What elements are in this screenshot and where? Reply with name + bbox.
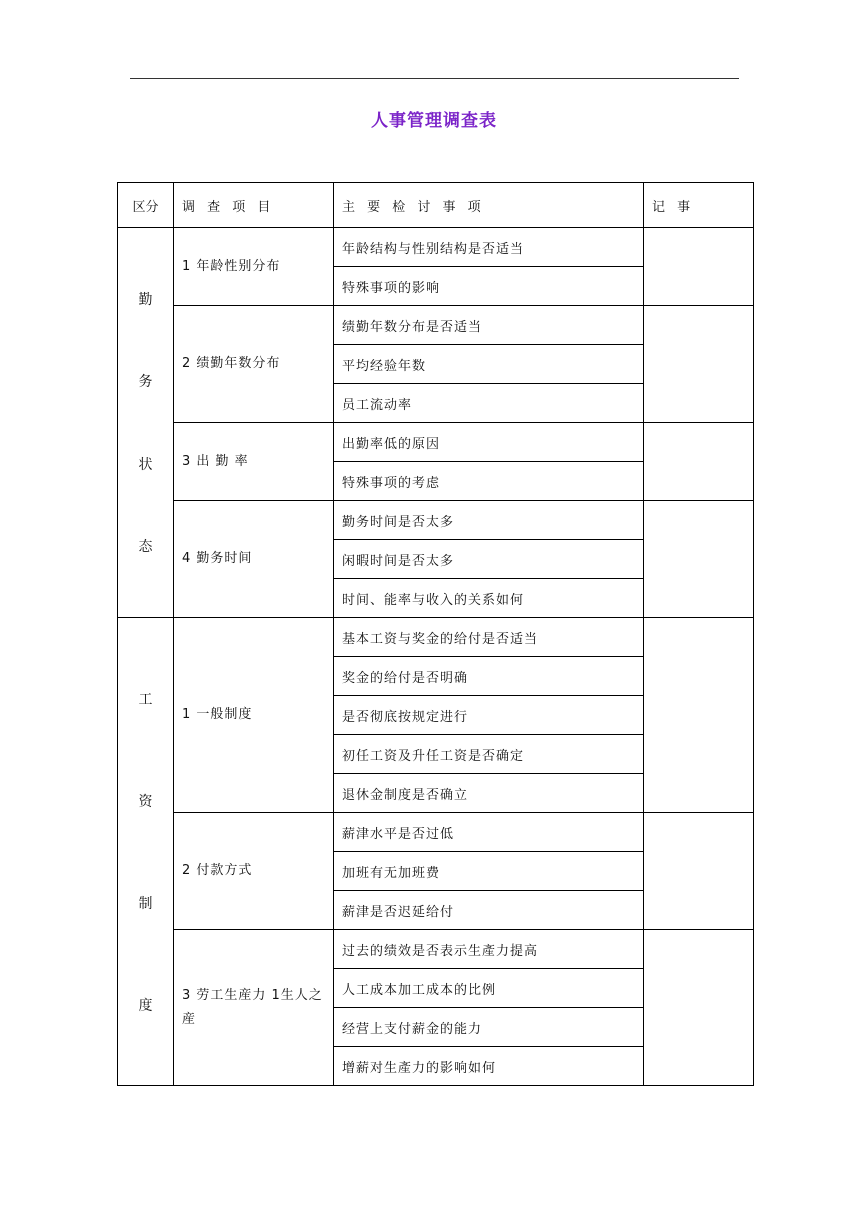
- check-item-label: 经营上支付薪金的能力: [342, 1021, 483, 1037]
- check-item-cell: [334, 540, 644, 579]
- check-item-cell: [334, 462, 644, 501]
- check-item-label: 年龄结构与性别结构是否适当: [342, 241, 525, 257]
- top-rule: [130, 78, 739, 79]
- note-cell[interactable]: [644, 306, 754, 423]
- category-label: [118, 258, 173, 588]
- check-item-cell: [334, 774, 644, 813]
- table-row: [118, 228, 754, 267]
- survey-item-cell: [174, 306, 334, 423]
- survey-item-cell: [174, 618, 334, 813]
- header-item: [174, 183, 334, 228]
- check-item-cell: [334, 930, 644, 969]
- check-item-label: 薪津水平是否过低: [342, 826, 455, 842]
- survey-item-label: 4 勤务时间: [182, 551, 253, 566]
- check-item-label: 是否彻底按规定进行: [342, 709, 469, 725]
- check-item-cell: [334, 267, 644, 306]
- check-item-label: 过去的绩效是否表示生產力提高: [342, 943, 539, 959]
- category-char: 工: [138, 691, 153, 708]
- survey-item-cell: [174, 423, 334, 501]
- category-char: 度: [138, 997, 153, 1014]
- check-item-label: 初任工资及升任工资是否确定: [342, 748, 525, 764]
- check-item-label: 平均经验年数: [342, 358, 427, 374]
- header-check-label: 主 要 检 讨 事 项: [342, 199, 485, 215]
- check-item-label: 薪津是否迟延给付: [342, 904, 455, 920]
- table-row: [118, 930, 754, 969]
- note-cell[interactable]: [644, 228, 754, 306]
- check-item-cell: [334, 696, 644, 735]
- table-row: [118, 618, 754, 657]
- check-item-label: 特殊事项的考虑: [342, 475, 441, 491]
- table-row: [118, 423, 754, 462]
- check-item-label: 员工流动率: [342, 397, 413, 413]
- check-item-cell: [334, 969, 644, 1008]
- survey-item-cell: [174, 813, 334, 930]
- header-note-label: 记 事: [652, 199, 695, 215]
- category-char: 资: [138, 793, 153, 810]
- check-item-label: 绩勤年数分布是否适当: [342, 319, 483, 335]
- note-cell[interactable]: [644, 501, 754, 618]
- check-item-cell: [334, 579, 644, 618]
- survey-item-label: 1 年龄性别分布: [182, 258, 281, 274]
- header-check: [334, 183, 644, 228]
- check-item-cell: [334, 852, 644, 891]
- check-item-cell: [334, 735, 644, 774]
- check-item-label: 加班有无加班费: [342, 865, 441, 881]
- category-char: 务: [138, 374, 153, 391]
- header-category-label: 区分: [132, 199, 159, 215]
- survey-item-cell: [174, 501, 334, 618]
- survey-item-label: 2 绩勤年数分布: [182, 356, 281, 371]
- survey-table: [117, 182, 754, 1086]
- note-cell[interactable]: [644, 813, 754, 930]
- survey-item-label: 3 出 勤 率: [182, 453, 249, 469]
- table-row: [118, 306, 754, 345]
- check-item-cell: [334, 813, 644, 852]
- check-item-label: 时间、能率与收入的关系如何: [342, 592, 525, 608]
- header-category: [118, 183, 174, 228]
- category-char: 勤: [138, 291, 153, 308]
- survey-item-label: 1 一般制度: [182, 707, 253, 722]
- page-title: 人事管理调查表: [371, 111, 497, 131]
- check-item-cell: [334, 891, 644, 930]
- survey-item-cell: [174, 930, 334, 1086]
- check-item-label: 出勤率低的原因: [342, 436, 441, 452]
- header-note: [644, 183, 754, 228]
- check-item-cell: [334, 345, 644, 384]
- check-item-label: 特殊事项的影响: [342, 280, 441, 296]
- check-item-cell: [334, 1047, 644, 1086]
- check-item-label: 奖金的给付是否明确: [342, 670, 469, 686]
- check-item-cell: [334, 501, 644, 540]
- check-item-label: 闲暇时间是否太多: [342, 553, 455, 569]
- category-char: 状: [138, 456, 153, 473]
- check-item-label: 人工成本加工成本的比例: [342, 982, 497, 998]
- survey-item-label: 3 劳工生産力 1生人之産: [182, 987, 323, 1027]
- note-cell[interactable]: [644, 930, 754, 1086]
- survey-item-label: 2 付款方式: [182, 863, 253, 878]
- check-item-cell: [334, 657, 644, 696]
- check-item-label: 退休金制度是否确立: [342, 787, 469, 803]
- category-label: [118, 648, 173, 1056]
- category-char: 制: [138, 895, 153, 912]
- check-item-cell: [334, 384, 644, 423]
- category-char: 态: [138, 539, 153, 556]
- check-item-cell: [334, 1008, 644, 1047]
- category-cell: [118, 228, 174, 618]
- survey-item-cell: [174, 228, 334, 306]
- check-item-label: 勤务时间是否太多: [342, 514, 455, 530]
- header-row: [118, 183, 754, 228]
- check-item-cell: [334, 618, 644, 657]
- check-item-cell: [334, 228, 644, 267]
- header-item-label: 调 查 项 目: [182, 199, 275, 215]
- check-item-cell: [334, 423, 644, 462]
- table-row: [118, 501, 754, 540]
- note-cell[interactable]: [644, 423, 754, 501]
- check-item-cell: [334, 306, 644, 345]
- check-item-label: 增薪对生產力的影响如何: [342, 1060, 497, 1076]
- table-row: [118, 813, 754, 852]
- category-cell: [118, 618, 174, 1086]
- note-cell[interactable]: [644, 618, 754, 813]
- survey-body: [118, 228, 754, 1086]
- check-item-label: 基本工资与奖金的给付是否适当: [342, 631, 539, 647]
